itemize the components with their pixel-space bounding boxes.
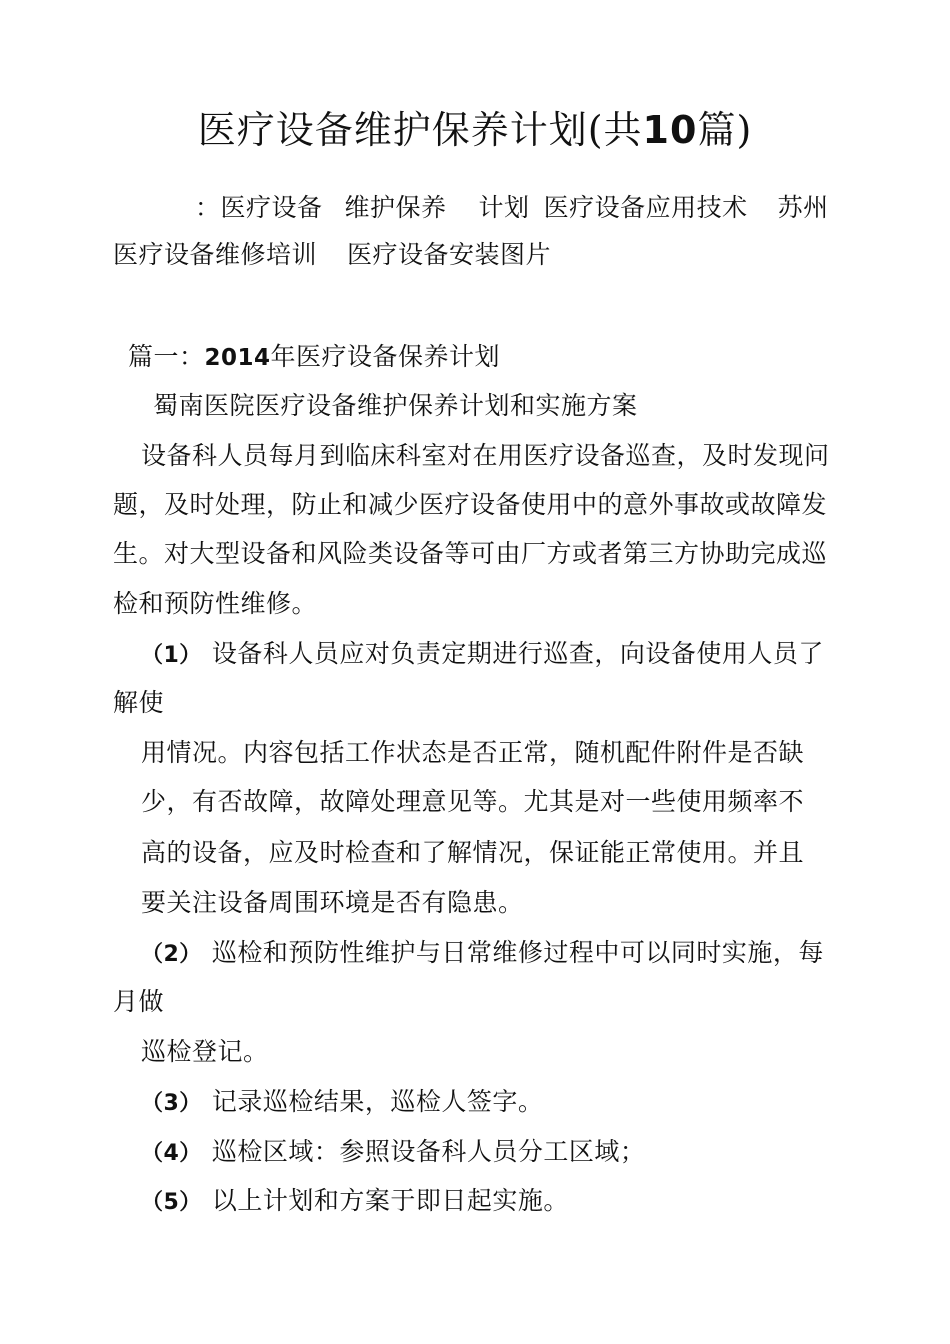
paragraph-line: 设备科人员每月到临床科室对在用医疗设备巡查，及时发现问 [141,441,830,470]
heading-year: 2014 [204,345,271,371]
document-title [0,104,950,156]
list-item [141,937,824,971]
item-label: （5） [141,1190,202,1215]
title-suffix: 篇) [697,108,753,152]
item-wrap-line: 月做 [113,987,165,1016]
paragraph-line: 题，及时处理，防止和减少医疗设备使用中的意外事故或故障发 [113,490,828,519]
title-prefix: 医疗设备维护保养计划(共 [197,108,643,152]
keywords-lead: ： [195,193,221,222]
paragraph-line: 生。对大型设备和风险类设备等可由厂方或者第三方协助完成巡 [113,539,828,568]
article-subtitle: 蜀南医院医疗设备维护保养计划和实施方案 [153,391,638,420]
keyword: 医疗设备应用技术 [543,193,748,222]
item-text: 巡检和预防性维护与日常维修过程中可以同时实施，每 [211,938,824,967]
list-item [141,1136,645,1170]
paragraph-line: 检和预防性维修。 [113,589,318,618]
item-continuation: 用情况。内容包括工作状态是否正常，随机配件附件是否缺 [141,738,805,767]
list-item [141,1185,569,1219]
keyword: 医疗设备 [220,193,323,222]
item-continuation: 少，有否故障，故障处理意见等。尤其是对一些使用频率不 [141,787,805,816]
item-label: （1） [141,643,202,668]
heading-prefix: 篇一： [128,342,205,371]
keyword: 医疗设备维修培训 [113,240,318,269]
item-continuation: 巡检登记。 [141,1037,269,1066]
item-text: 以上计划和方案于即日起实施。 [211,1186,569,1215]
article-heading [128,341,500,374]
item-wrap-line: 解使 [113,688,165,717]
keyword: 苏州 [777,193,829,222]
keyword: 计划 [478,193,530,222]
item-label: （4） [141,1141,202,1166]
keyword: 维护保养 [344,193,447,222]
keywords-line-1 [195,192,829,224]
item-text: 巡检区域：参照设备科人员分工区域； [211,1137,646,1166]
item-continuation: 高的设备，应及时检查和了解情况，保证能正常使用。并且 [141,838,805,867]
heading-suffix: 年医疗设备保养计划 [270,342,501,371]
item-continuation: 要关注设备周围环境是否有隐患。 [141,888,524,917]
keyword: 医疗设备安装图片 [347,240,552,269]
list-item [141,1086,543,1120]
list-item [141,638,824,672]
item-label: （3） [141,1091,202,1116]
title-count: 10 [642,108,698,152]
keywords-line-2 [113,239,551,271]
item-label: （2） [141,942,202,967]
item-text: 记录巡检结果，巡检人签字。 [211,1087,544,1116]
item-text: 设备科人员应对负责定期进行巡查，向设备使用人员了 [211,639,824,668]
